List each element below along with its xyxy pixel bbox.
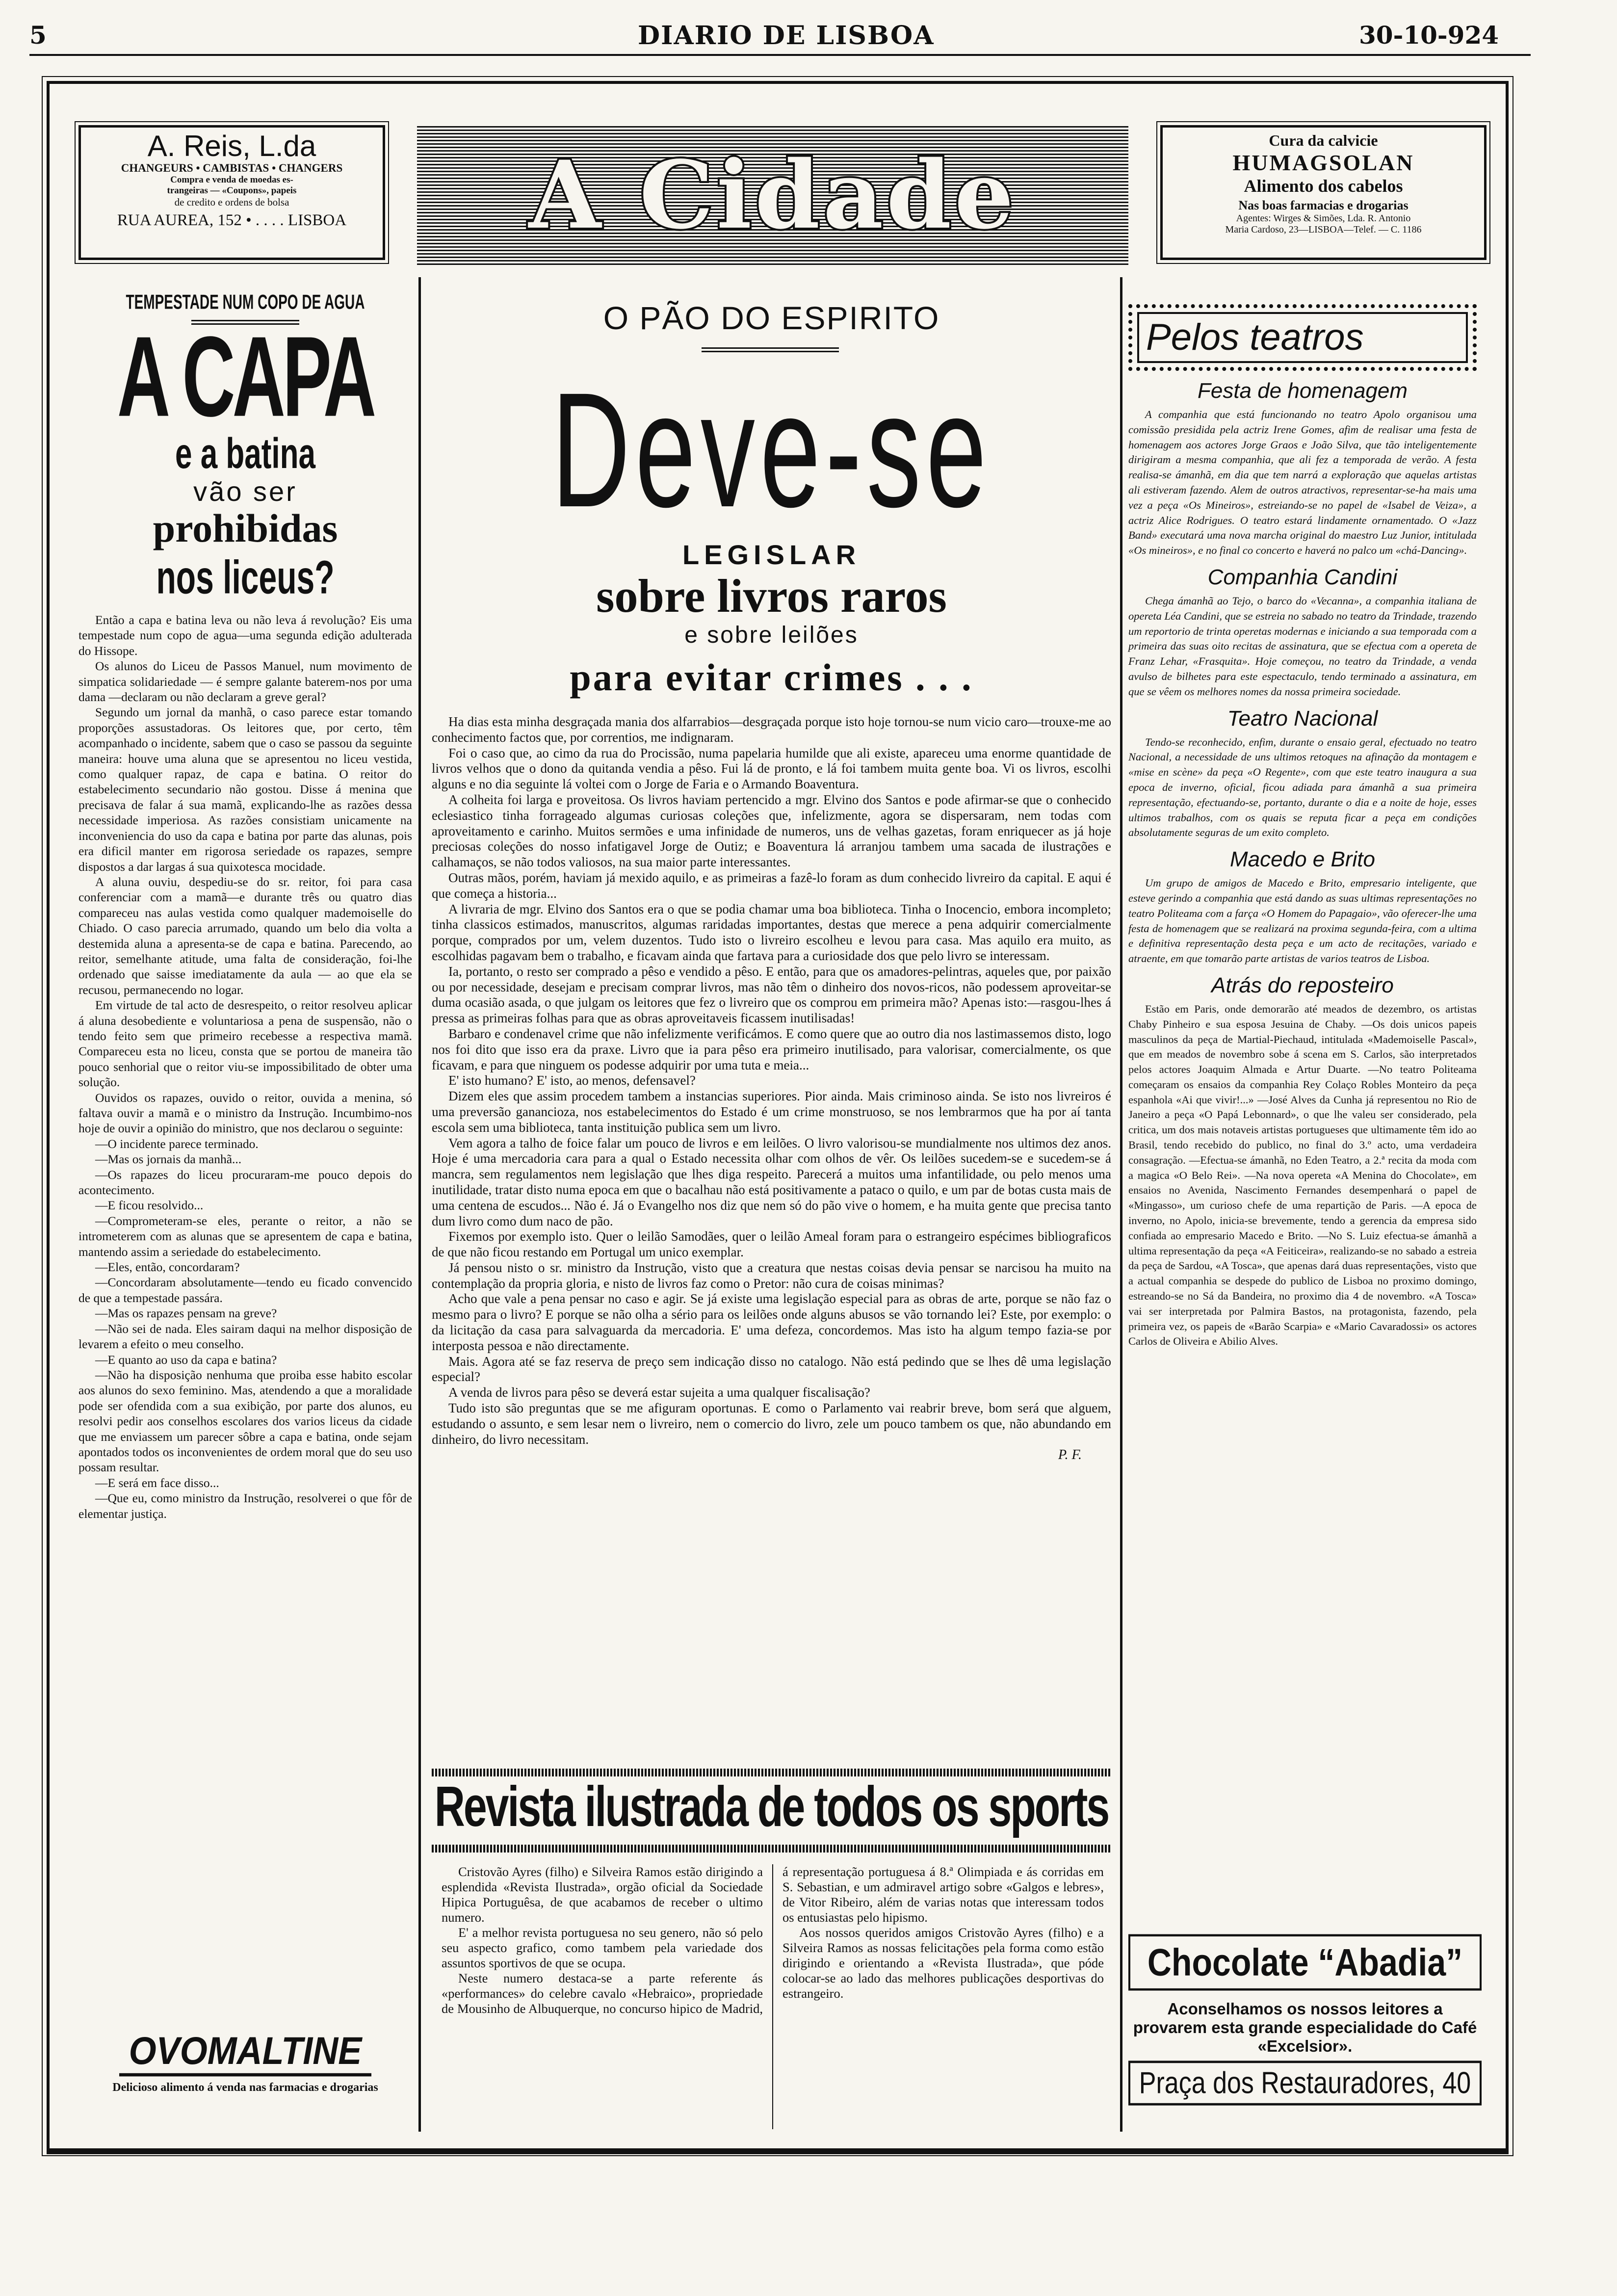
article-capa-headline4: prohibidas bbox=[153, 506, 338, 550]
paragraph: —E será em face disso... bbox=[95, 1475, 219, 1490]
article-capa-headline5: nos liceus? bbox=[156, 550, 335, 603]
paragraph: Ha dias esta minha desgraçada mania dos alfarrabios—desgraçada porque isto hoje tornou-se num vicio caro—trouxe-me ao conhecimento factos que, por correntios, me indignaram. bbox=[432, 714, 1111, 745]
paragraph: Foi o caso que, ao cimo da rua do Procissão, numa papelaria humilde que ali existe, apareceu uma enorme quantidade de livros velhos que o dono da quitanda vendia a pêso. Fui lá de pronto, e lá foi tambem muita gente boa. Vi os livros, escolhi alguns e no dia seguinte lá voltei com o Jorge de Faria e o Armando Boaventura. bbox=[432, 745, 1111, 792]
paragraph: A venda de livros para pêso se deverá estar sujeita a uma qualquer fiscalisação? bbox=[448, 1385, 870, 1400]
article-livros-headline3: sobre livros raros bbox=[596, 570, 947, 622]
paragraph: —Concordaram absolutamente—tendo eu ficado convencido de que a tempestade passára. bbox=[78, 1275, 412, 1305]
paragraph: Em virtude de tal acto de desrespeito, o reitor resolveu aplicar á aluna desobediente e voluntariosa a pena de suspensão, não o tendo feito sem que primeiro recebesse a respectiva mamã. Compareceu esta no liceu, consta que se portou de maneira tão pouco senhorial que o reitor viu-se impossibilitado de obter uma solução. bbox=[78, 998, 412, 1090]
theatre-item-text bbox=[1128, 876, 1477, 966]
issue-date: 30-10-924 bbox=[1359, 21, 1499, 50]
ad-reis-line4: de credito e ordens de bolsa bbox=[174, 196, 289, 208]
ad-reis-line3: trangeiras — «Coupons», papeis bbox=[167, 185, 297, 196]
section-title-box bbox=[1128, 304, 1477, 371]
article-capa-headline1: A CAPA bbox=[117, 312, 374, 441]
paragraph: —Mas os rapazes pensam na greve? bbox=[95, 1306, 277, 1321]
paragraph: Acho que vale a pena pensar no caso e agir. Se já existe uma legislação especial para as obras de arte, porque se não faz o mesmo para o livro? E porque se não olha a sério para os leilões onde alguns abusos se vão tornando lei? Este, por exemplo: o da licitação da casa para salvaguarda da mercadoria. E' uma defeza, concordemos. Mas isto ha algum tempo fazia-se por interposta pessoa e não directamente. bbox=[432, 1291, 1111, 1353]
ad-chocolate-title: Chocolate “Abadia” bbox=[1128, 1934, 1482, 1991]
theatre-item-text bbox=[1128, 407, 1477, 558]
paragraph: Chega ámanhã ao Tejo, o barco do «Vecanna», a companhia italiana de opereta Léa Candini, que se estreia no sabado no teatro da Trindade, trazendo um reportorio de trinta operetas modernas e iniciando a sua temporada com a primeira das suas oito recitas de assinatura, que se efectua com a opereta de Franz Lehar, «Frasquita». Hoje começou, no teatro da Trindade, a venda avulso de bilhetes para este espectaculo, tendo terminado a assinatura, em que se vêem os melhores nomes da nossa primeira sociedade. bbox=[1128, 594, 1477, 698]
article-livros-headline5: para evitar crimes . . . bbox=[570, 656, 973, 699]
ad-chocolate-line1: Aconselhamos os nossos leitores a provarem esta grande especialidade do Café «Excelsior». bbox=[1133, 2000, 1477, 2055]
paragraph: —Não ha disposição nenhuma que proiba esse habito escolar aos alunos do sexo feminino. Mas, atendendo a que a moralidade pode ser ofendida com a sua exibição, por parte dos alunos, eu resolvi pedir aos conselhos escolares dos varios liceus da cidade que me enviassem um parecer sôbre a capa e batina, onde sejam apontados todos os inconvenientes de ordem moral que do seu uso possam resultar. bbox=[78, 1367, 412, 1475]
paragraph: —Não sei de nada. Eles sairam daqui na melhor disposição de levarem a efeito o meu conselho. bbox=[78, 1321, 412, 1352]
paragraph: E' isto humano? E' isto, ao menos, defensavel? bbox=[448, 1073, 696, 1088]
masthead-title: A Cidade bbox=[528, 140, 1017, 250]
headline-divider bbox=[702, 347, 839, 352]
paragraph: Barbaro e condenavel crime que não infelizmente verificámos. E como quere que ao outro dia nos lastimassemos disto, logo nos foi dito que isso era da praxe. Livro que ia para pêso era primeiro inutilisado, para valorisar, comercialmente, os que ficavam, e para que ninguem os podesse adquirir por uma tuta e meia... bbox=[432, 1026, 1111, 1072]
sports-bottom-rule bbox=[432, 1845, 1111, 1852]
article-livros-body bbox=[432, 714, 1111, 1447]
paragraph: Um grupo de amigos de Macedo e Brito, empresario inteligente, que esteve gerindo a companhia que está dando as suas ultimas representações no teatro Politeama com a farça «O Homem do Papagaio», vão oferecer-lhe uma festa de homenagem que se realizará na proxima segunda-feira, com a ultima e definitiva representação desta peça e um acto de recitações, variado e atraente, em que tomarão parte artistas de varios teatros de Lisboa. bbox=[1128, 877, 1477, 965]
article-livros-headline1: Deve-se bbox=[551, 359, 991, 542]
masthead bbox=[417, 125, 1128, 265]
paragraph: Ia, portanto, o resto ser comprado a pêso e vendido a pêso. E então, para que os amadores-pelintras, aqueles que, por paixão ou por necessidade, desejam e precisam comprar livros, mas não têm o dinheiro dos novos-ricos, não podessem aproveitar-se duma ocasião asada, o que julgam os leitores que fez o livreiro que os comprou em primeira mão? Apenas isto:—rasgou-lhes á pressa as primeiras folhas para que as obras aproveitaveis ficassem inutilisadas! bbox=[432, 964, 1111, 1026]
column-rule-left bbox=[418, 277, 421, 2132]
sports-headline: Revista ilustrada de todos os sports bbox=[434, 1775, 1109, 1839]
ad-humag-line2: Alimento dos cabelos bbox=[1244, 176, 1403, 196]
theatre-item-title: Teatro Nacional bbox=[1227, 706, 1378, 731]
ad-reis-name: A. Reis, L.da bbox=[147, 130, 316, 162]
paragraph: Cristovão Ayres (filho) e Silveira Ramos estão dirigindo a esplendida «Revista Ilustrada», orgão oficial da Sociedade Hipica Portuguêsa, de que acabamos de receber o ultimo numero. bbox=[442, 1864, 763, 1925]
paragraph: —Que eu, como ministro da Instrução, resolverei o que fôr de elementar justiça. bbox=[78, 1491, 412, 1521]
theatre-item-text bbox=[1128, 735, 1477, 841]
theatre-item-title: Companhia Candini bbox=[1207, 565, 1398, 589]
ad-ovomaltine-brand: OVOMALTINE bbox=[119, 2029, 372, 2077]
ad-humag-line5: Maria Cardoso, 23—LISBOA—Telef. — C. 1186 bbox=[1225, 224, 1422, 235]
paragraph: —E quanto ao uso da capa e batina? bbox=[95, 1352, 277, 1367]
ad-ovomaltine bbox=[78, 2031, 412, 2127]
paragraph: —O incidente parece terminado. bbox=[95, 1136, 259, 1151]
paragraph: Já pensou nisto o sr. ministro da Instrução, visto que a creatura que nestas coisas devia pensar se narcisou ha muito na contemplação da propria gloria, e nisto de livros faz como o Pretor: não cura de coisas minimas? bbox=[432, 1260, 1111, 1291]
paragraph: Então a capa e batina leva ou não leva á revolução? Eis uma tempestade num copo de agua—uma segunda edição adulterada do Hissope. bbox=[78, 613, 412, 658]
article-capa-kicker: TEMPESTADE NUM COPO DE AGUA bbox=[126, 290, 365, 313]
theatre-item-text bbox=[1128, 594, 1477, 700]
article-livros-headline2: LEGISLAR bbox=[682, 539, 861, 570]
paragraph: Dizem eles que assim procedem tambem a instancias superiores. Pior ainda. Mais criminoso ainda. Se isto nos livreiros é uma preversão ganancioza, nos estabelecimentos do Estado é um crime monstruoso, se nos lembrarmos que ha por aí tanta escola sem uma biblioteca, tanta instituição publica sem um livro. bbox=[432, 1089, 1111, 1135]
paragraph: A livraria de mgr. Elvino dos Santos era o que se podia chamar uma boa biblioteca. Tinha o Inocencio, embora incompleto; tinha classicos estimados, manuscritos, algumas raridadas importantes, destas que merece a pena adquirir comercialmente porque, comprados por um, velem duzentos. Tudo isto o livreiro escolheu e levou para casa. Mas aquilo era muito, as escolhidas pagavam bem o trabalho, e ficavam ainda que fartava para a curiosidade dos que pelo livro se interessam. bbox=[432, 901, 1111, 963]
article-livros-signature: P. F. bbox=[1058, 1447, 1082, 1463]
sports-body bbox=[442, 1864, 1104, 2129]
paragraph: Tendo-se reconhecido, enfim, durante o ensaio geral, efectuado no teatro Nacional, a necessidade de uns ultimos retoques na afinação da montagem e «mise en scène» da peça «O Regente», com que este teatro inaugura a sua epoca de inverno, oficial, ficou adiada para ámanhã a sua primeira representação, efectuando-se, portanto, durante o dia e a noite de hoje, esses ultimos trabalhos, com os quais se reputa ficar a peça em condições absolutamente seguras de um exito completo. bbox=[1128, 735, 1477, 839]
column-rule-right bbox=[1120, 277, 1122, 2132]
paragraph: A colheita foi larga e proveitosa. Os livros haviam pertencido a mgr. Elvino dos Santos e pode afirmar-se que o conhecido eclesiastico tinha forrageado algumas curiosas coleções que, infelizmente, agora se dispersaram, nem todas com aproveitamento e carinho. Muitos sermões e uma infinidade de numeros, uns de velhas gazetas, foram enriquecer as já hoje preciosas coleções do nosso infatigavel Jorge de Outiz; e Boaventura lá arranjou tambem uma sacada de ilustrações e calhamaços, se não todos valiosos, na sua maior parte interessantes. bbox=[432, 792, 1111, 870]
article-capa-headline3: vão ser bbox=[193, 476, 297, 507]
ad-humag-line4: Agentes: Wirges & Simões, Lda. R. Antonio bbox=[1236, 213, 1411, 224]
section-pelos-teatros bbox=[1128, 304, 1477, 1349]
paragraph: Mais. Agora até se faz reserva de preço sem indicação disso no catalogo. Não está pedindo que se lhes dê uma legislação especial? bbox=[432, 1354, 1111, 1384]
ad-reis bbox=[78, 125, 385, 260]
ad-humag-name: HUMAGSOLAN bbox=[1232, 150, 1414, 175]
paragraph: Tudo isto são preguntas que se me afiguram oportunas. E como o Parlamento vai reabrir breve, bom será que alguem, estudando o assunto, e sem lesar nem o livreiro, nem o comercio do livro, zele um pouco tambem os que, não abundando em dinheiro, do livro necessitam. bbox=[432, 1401, 1111, 1447]
paragraph: Outras mãos, porém, haviam já mexido aquilo, e as primeiras a fazê-lo foram as dum conhecido livreiro da capital. E aqui é que começa a historia... bbox=[432, 870, 1111, 901]
header-rule bbox=[29, 54, 1531, 56]
article-livros bbox=[432, 299, 1111, 1463]
paragraph: Ouvidos os rapazes, ouvido o reitor, ouvida a menina, só faltava ouvir a mamã e o ministro da Instrução. Incumbimo-nos hoje de ouvir a opinião do ministro, que nos declarou o seguinte: bbox=[78, 1090, 412, 1136]
ad-ovomaltine-line: Delicioso alimento á venda nas farmacias e drogarias bbox=[112, 2081, 378, 2094]
article-capa-body bbox=[78, 612, 412, 1521]
theatre-item bbox=[1128, 847, 1477, 966]
paragraph: —Comprometeram-se eles, perante o reitor, a não se intrometerem com as alunas que se apresentem de capa e batina, mantendo assim a seriedade do estabelecimento. bbox=[78, 1213, 412, 1259]
paragraph: Vem agora a talho de foice falar um pouco de livros e em leilões. O livro valorisou-se mundialmente nos ultimos dez anos. Hoje é uma mercadoria cara para a qual o Estado necessita olhar com olhos de vêr. Os leilões sucedem-se e sucedem-se á mancra, sem regulamentos nem legislação que lhes diga respeito. Parecerá a muitos uma infantilidade, ou pelo menos uma inutilidade, tratar disto numa epoca em que o bacalhau não está positivamente a pataco o quilo, e um par de botas custa mais de uma centena de escudos... Não é. Já o Evangelho nos diz que nem só do pão vive o homem, e ha muita gente que precisa tanto dum livro como dum naco de pão. bbox=[432, 1135, 1111, 1228]
theatre-item bbox=[1128, 706, 1477, 841]
article-capa-headline2: e a batina bbox=[175, 430, 315, 478]
ad-humag-line3: Nas boas farmacias e drogarias bbox=[1238, 198, 1408, 212]
theatre-item bbox=[1128, 379, 1477, 558]
ad-humag-line1: Cura da calvicie bbox=[1269, 131, 1378, 149]
paragraph: —Os rapazes do liceu procuraram-me pouco depois do acontecimento. bbox=[78, 1167, 412, 1198]
article-capa bbox=[78, 290, 412, 1521]
paragraph: A companhia que está funcionando no teatro Apolo organisou uma comissão presidida pela actriz Irene Gomes, afim de realisar uma festa de homenagem aos actores Jorge Graos e João Silva, que tão inteligentemente dirigiram a mesma companhia, que ali fez a temporada de verão. A festa realisa-se ámanhã, em dia que tem narrá a exploração que aquelas artistas ali estiveram fazendo. Alem de outros atractivos, representar-se-ha mais uma vez a peça «Os Mineiros», estreiando-se no papel de «Isabel de Veiza», a actriz Alice Rodrigues. O teatro estará lindamente ornamentado. O «Jazz Band» executará uma nova marcha original do maestro Luz Junior, intitulada «Os mineiros», e no final co concerto e haverá no palco um «chá-Dancing». bbox=[1128, 408, 1477, 557]
theatre-item-title: Festa de homenagem bbox=[1197, 379, 1408, 403]
theatre-item-text bbox=[1128, 1002, 1477, 1349]
article-livros-kicker: O PÃO DO ESPIRITO bbox=[603, 300, 940, 336]
page-number: 5 bbox=[29, 21, 47, 50]
bottom-rule bbox=[47, 2151, 1509, 2154]
paragraph: Os alunos do Liceu de Passos Manuel, num movimento de simpatica solidariedade — é sempre galante baterem-nos por uma dama —declaram ou não declaram a greve geral? bbox=[78, 659, 412, 704]
ad-reis-line2: Compra e venda de moedas es- bbox=[170, 175, 293, 185]
paragraph: —Mas os jornais da manhã... bbox=[95, 1152, 242, 1167]
ad-reis-address: RUA AUREA, 152 • . . . . LISBOA bbox=[117, 211, 347, 229]
ad-reis-line1: CHANGEURS • CAMBISTAS • CHANGERS bbox=[121, 162, 343, 174]
paragraph: Estão em Paris, onde demorarão até meados de dezembro, os artistas Chaby Pinheiro e sua esposa Jesuina de Chaby. —Os dois unicos papeis masculinos da peça de Martial-Piechaud, intitulada «Mademoiselle Pascal», que em meados de novembro sobe á scena em S. Carlos, são interpretados pelos actores Joaquim Almada e Artur Duarte. —No teatro Politeama começaram os ensaios da companhia Rey Colaço Robles Monteiro da peça espanhola «Ai que vivir!...» —José Alves da Cunha já representou no Rio de Janeiro a peça «O Papá Lebonnard», o que lhe valeu ser considerado, pela critica, um dos mais notaveis artistas portugueses que ultimamente têm ido ao Brasil, tendo recebido do publico, no final do 3.º acto, uma verdadeira consagração. —Efectua-se ámanhã, no Eden Teatro, a 2.ª recita da moda com a magica «O Belo Rei». —Na nova opereta «A Menina do Chocolate», em ensaios no Avenida, Nascimento Fernandes desempenhará o papel de «Mingasso», um curioso chefe de uma repartição de Paris. —A epoca de inverno, no Apolo, inicia-se brevemente, tendo a gerencia da empresa sido confiada ao empresario Macedo e Brito. —No S. Luiz efectua-se ámanhã a ultima representação da peça «A Feiticeira», realizando-se no sabado a estreia da peça de Sardou, «A Tosca», que apenas dará duas representações, visto que a actual companhia se despede do publico de Lisboa no proximo domingo, estreando-se no Sá da Bandeira, no proximo dia 4 de novembro. «A Tosca» vai ser interpretada por Palmira Bastos, na protagonista, fazendo, pela primeira vez, os papeis de «Barão Scarpia» e «Mario Cavaradossi» os actores Carlos de Oliveira e Abilio Alves. bbox=[1128, 1002, 1477, 1348]
ad-chocolate-line2: Praça dos Restauradores, 40 bbox=[1128, 2061, 1482, 2105]
paragraph: Aos nossos queridos amigos Cristovão Ayres (filho) e a Silveira Ramos as nossas felicitações pela forma como estão dirigindo e orientando a «Revista Ilustrada», que póde colocar-se ao lado das melhores publicações desportivas do estrangeiro. bbox=[782, 1925, 1104, 2001]
theatre-item bbox=[1128, 565, 1477, 700]
paragraph: E' a melhor revista portuguesa no seu genero, não só pelo seu aspecto grafico, como tambem pela variedade dos assuntos sportivos de que se ocupa. bbox=[442, 1925, 763, 1970]
ad-chocolate bbox=[1128, 1938, 1482, 2127]
paragraph: A aluna ouviu, despediu-se do sr. reitor, foi para casa conferenciar com a mamã—e durante três ou quatro dias compareceu nas aulas vestida como qualquer mademoiselle do Chiado. O caso parecia arrumado, quando um belo dia volta a destemida aluna a apresenta-se de capa e batina. Parecendo, ao reitor, semelhante atitude, uma falta de consideração, foi-lhe ordenado que saisse imediatamente da aula — ao que ela se recusou, permanecendo no logar. bbox=[78, 874, 412, 997]
theatre-item bbox=[1128, 973, 1477, 1349]
theatre-item-title: Atrás do reposteiro bbox=[1211, 973, 1394, 997]
paragraph: Segundo um jornal da manhã, o caso parece estar tomando proporções assustadoras. Os leitores que, por certo, têm acompanhado o incidente, sabem que o caso se passou da seguinte maneira: houve uma aluna que se apresentou no liceu vestida, como qualquer rapaz, de capa e batina. O reitor do estabelecimento secundario não gostou. Disse á menina que precisava de falar á sua mamã, explicando-lhe as razões dessa necessidade imperiosa. As razões consistiam unicamente na inconveniencia do uso da capa e batina por parte das alunas, pois era dificil manter em rigorosa seriedade os rapazes, sempre dispostos a dar largas á sua quixotesca mocidade. bbox=[78, 705, 412, 874]
newspaper-title: DIARIO DE LISBOA bbox=[638, 21, 935, 51]
paragraph: Fixemos por exemplo isto. Quer o leilão Samodães, quer o leilão Ameal foram para o estrangeiro espécimes bibliograficos de que não ficou restando em Portugal um unico exemplar. bbox=[432, 1229, 1111, 1260]
section-title: Pelos teatros bbox=[1137, 312, 1468, 363]
theatre-item-title: Macedo e Brito bbox=[1230, 847, 1375, 872]
article-livros-headline4: e sobre leilões bbox=[684, 622, 859, 648]
paragraph: —E ficou resolvido... bbox=[95, 1198, 204, 1213]
paragraph: Neste numero destaca-se a parte referente ás «performances» do celebre cavalo «Hebraico», propriedade de Mousinho de Albuquerque, no concurso hipico de Madrid, á representação portuguesa á 8.ª Olimpiada e ás corridas em S. Sebastian, e um admiravel artigo sobre «Galgos e lebres», de Vitor Ribeiro, além de varias notas que interessam todos os entusiastas pelo hipismo. bbox=[442, 1864, 1104, 2016]
paragraph: —Eles, então, concordaram? bbox=[95, 1260, 240, 1275]
ad-humagsolan bbox=[1160, 125, 1487, 260]
